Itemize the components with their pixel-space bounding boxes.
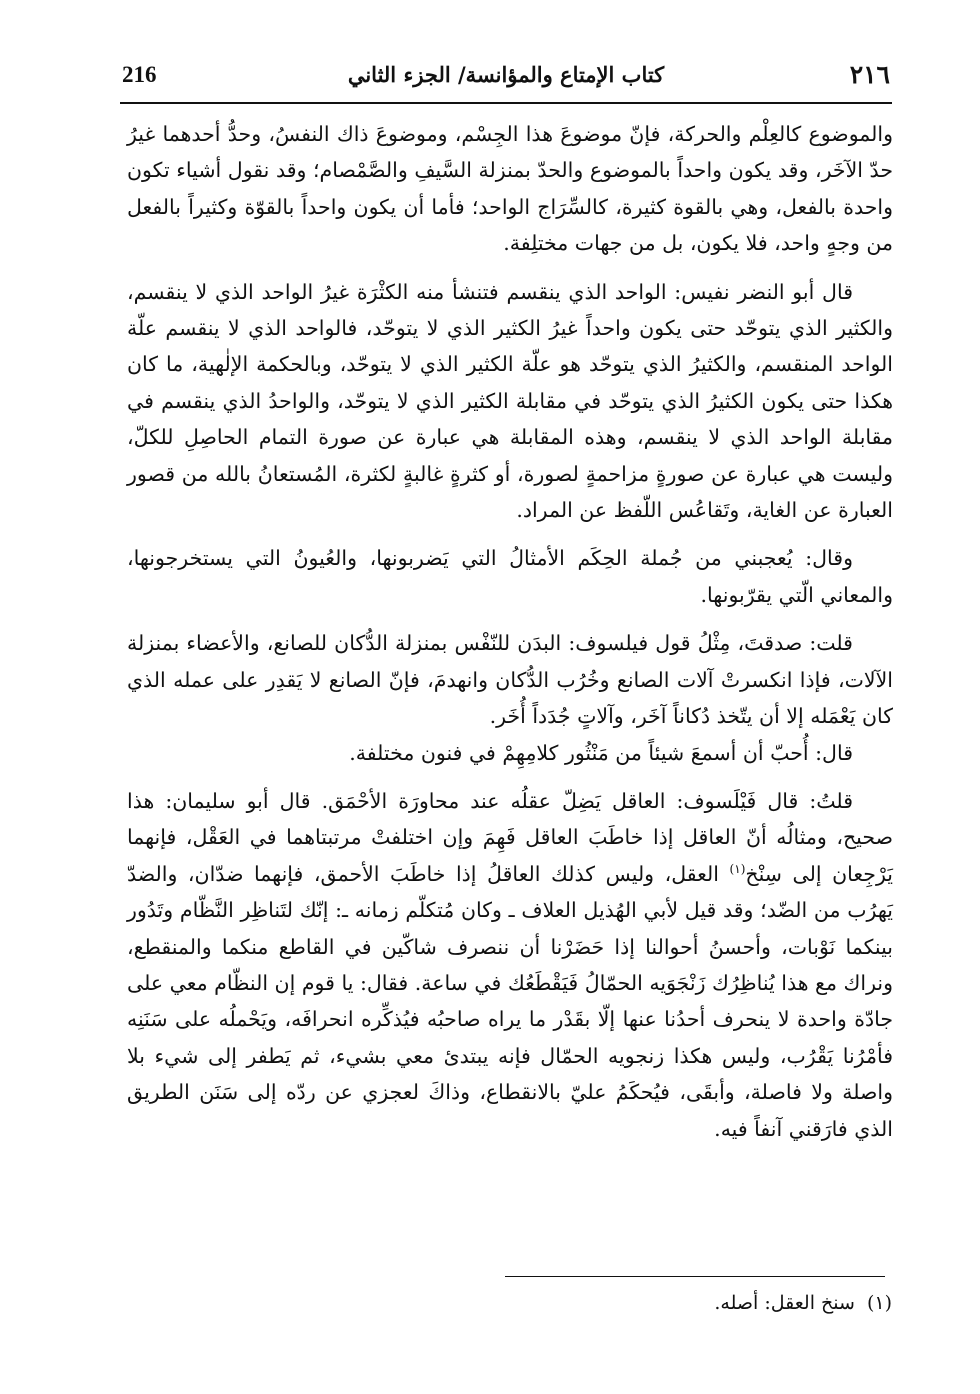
running-title: كتاب الإمتاع والمؤانسة/ الجزء الثاني [347, 62, 665, 87]
footnote-reference[interactable]: (١) [729, 861, 746, 876]
paragraph-6-part-1: قلتُ: قال فَيْلَسوف: العاقل يَضِلّ عقلُه عند محاورَة الأحْمَق. قال أبو سليمان: هذا صحيح، ومثالُه أنّ العاقل إذا خاطَبَ العاقل فَهِمَ وإن اختلفتْ مرتبتاهما في العَقْل، فإنهما يَرْجِعان إلى سِنْخ [127, 788, 893, 886]
footnote-marker: (١) [866, 1292, 892, 1314]
footnote-text: سنخ العقل: أصله. [714, 1292, 855, 1314]
paragraph-6-part-2: العقل، وليس كذلك العاقلُ إذا خاطَبَ الأحمق، فإنهما ضدّان، والضدّ يَهرُب من الضّد؛ وقد قيل لأبي الهُذيل العلاف ـ وكان مُتكلّم زمانه ـ: إنّك لتَناظِر النَّظّام وتَدُور بينكما نَوْبات، وأحسنُ أحوالنا إذا حَضَرْنا أن ننصرف شاكّين في القاطع منكما والمنقطع، ونراك مع هذا يُناظِرُك زَنْجَوَيه الحمّالُ فَيَقْطَعُك في ساعة. فقال: يا قوم إن النظّام معي على جادّة واحدة لا ينحرف أحدُنا عنها إلّا بقَدْر ما يراه صاحبُه فيُذكِّره انحرافَه، ويَحْملُه على سَنَنِه فأمْرُنا يَقْرُب، وليس هكذا زنجويه الحمّال فإنه يبتدئ معي بشيء، ثم يَطفر إلى شيء بلا واصلة ولا فاصلة، وأبقَى، فيُحكَمُ عليّ بالانقطاع، وذاكَ لعجزي عن ردّه إلى سَنَن الطريق الذي فارَقني آنفاً فيه. [127, 861, 893, 1141]
main-text [127, 116, 893, 1147]
page-number-arabic: ٢١٦ [849, 60, 890, 89]
page-number-latin: 216 [122, 62, 157, 87]
footnote-divider [505, 1276, 885, 1277]
page-header [120, 58, 892, 104]
paragraph-4: قلت: صدقتَ، مِثْلُ قول فيلسوف: البدَن للنّفْس بمنزلة الدُّكان للصانع، والأعضاء بمنزلة الآلات، فإذا انكسرتْ آلات الصانع وخُرُب الدُّكان وانهدمَ، فإنّ الصانع لا يَقدِر على عمله الذي كان يَعْمَله إلا أن يتّخذ دُكاناً آخَر، وآلاتٍ جُدَداً أُخَر. [127, 631, 893, 729]
paragraph-6 [127, 783, 893, 1147]
footnote [127, 1287, 892, 1319]
paragraph-1: والموضوع كالعِلْم والحركة، فإنّ موضوعَ هذا الجِسْم، وموضوعَ ذاك النفسُ، وحدُّ أحدهما غيرُ حدّ الآخَر، وقد يكون واحداً بالموضوع والحدّ بمنزلة السَّيفِ والصَّمْصام؛ وقد نقول أشياء تكون واحدة بالفعل، وهي بالقوة كثيرة، كالسِّرَاج الواحد؛ فأما أن يكون واحداً بالقوّة وكثيراً بالفعل من وجهٍ واحد، فلا يكون، بل من جهات مختلِفة. [127, 122, 893, 256]
paragraph-3: وقال: يُعجبني من جُملة الحِكَم الأمثالُ التي يَضربونها، والعُيونُ التي يستخرجونها، والمعاني الّتي يقرّبونها. [127, 546, 893, 607]
paragraph-5: قال: أُحبّ أن أسمعَ شيئاً من مَنْثُور كلامِهِمْ في فنون مختلفة. [349, 740, 853, 765]
paragraph-2: قال أبو النضر نفيس: الواحد الذي ينقسم فتنشأ منه الكثْرَة غيرُ الواحد الذي لا ينقسم، والكثير الذي يتوحّد حتى يكون واحداً غيرُ الكثير الذي لا يتوحّد، فالواحد الذي لا ينقسم علّة الواحد المنقسم، والكثيرُ الذي يتوحّد هو علّة الكثير الذي لا يتوحّد، وبالحكمة الإلٰهية، ما كان هكذا حتى يكون الكثيرُ الذي يتوحّد في مقابلة الكثير الذي لا يتوحّد، والواحدُ الذي ينقسم في مقابلة الواحد الذي لا ينقسم، وهذه المقابلة هي عبارة عن صورة التمام الحاصِلِ للكلّ، وليست هي عبارة عن صورةٍ مزاحمةٍ لصورة، أو كثرةٍ غالبةٍ لكثرة، المُستعانُ بالله من قصور العبارة عن الغاية، وتَقاعُس اللّفظ عن المراد. [127, 279, 893, 523]
